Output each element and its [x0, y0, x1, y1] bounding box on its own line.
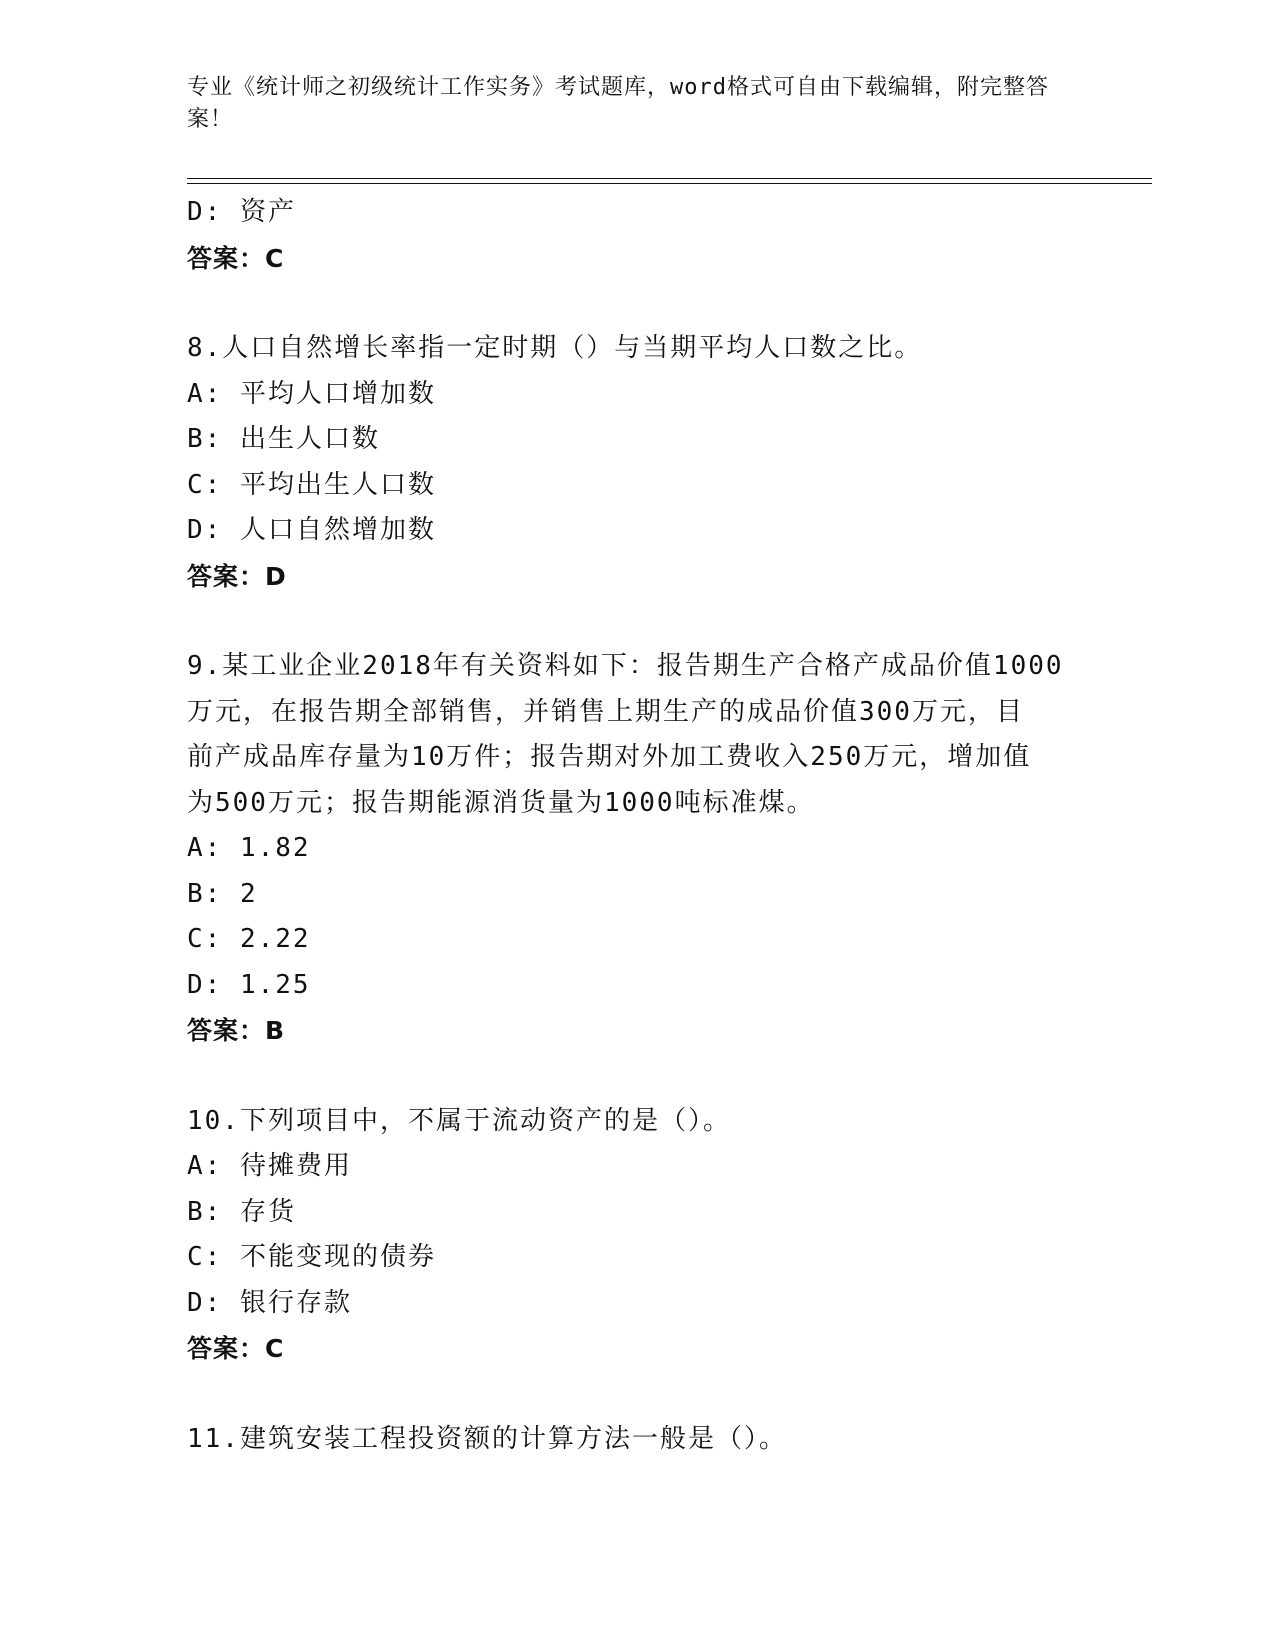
question-content — [187, 190, 1087, 1462]
option-b: B: 出生人口数 — [187, 424, 380, 454]
answer: 答案：D — [187, 561, 287, 591]
question-10 — [187, 1099, 1087, 1372]
option-d: D: 人口自然增加数 — [187, 515, 436, 545]
option-a: A: 平均人口增加数 — [187, 378, 436, 409]
question-stem-line-2: 万元，在报告期全部销售，并销售上期生产的成品价值300万元，目 — [187, 696, 1024, 727]
question-9 — [187, 644, 1087, 1054]
option-c: C: 不能变现的债券 — [187, 1242, 436, 1272]
option-b: B: 存货 — [187, 1196, 296, 1227]
answer: 答案：B — [187, 1016, 286, 1045]
question-8 — [187, 326, 1087, 599]
question-stem: 8.人口自然增长率指一定时期（）与当期平均人口数之比。 — [187, 333, 923, 363]
previous-option-d: D: 资产 — [187, 197, 296, 227]
question-stem-line-4: 为500万元；报告期能源消货量为1000吨标准煤。 — [187, 787, 815, 818]
question-stem: 11.建筑安装工程投资额的计算方法一般是（）。 — [187, 1423, 787, 1454]
document-header: 专业《统计师之初级统计工作实务》考试题库，word格式可自由下载编辑，附完整答案！ — [187, 75, 1049, 132]
option-a: A: 待摊费用 — [187, 1151, 352, 1181]
option-c: C: 2.22 — [187, 924, 311, 954]
option-c: C: 平均出生人口数 — [187, 469, 436, 500]
option-d: D: 银行存款 — [187, 1287, 352, 1318]
header-rule-top — [187, 178, 1152, 179]
header-rule-bottom — [187, 183, 1152, 184]
question-stem-line-1: 9.某工业企业2018年有关资料如下：报告期生产合格产成品价值1000 — [187, 651, 1064, 681]
option-a: A: 1.82 — [187, 833, 311, 863]
previous-answer: 答案：C — [187, 243, 285, 273]
question-stem: 10.下列项目中，不属于流动资产的是（）。 — [187, 1105, 731, 1136]
question-11 — [187, 1417, 1087, 1463]
option-d: D: 1.25 — [187, 969, 311, 1000]
option-b: B: 2 — [187, 878, 258, 909]
question-stem-line-3: 前产成品库存量为10万件；报告期对外加工费收入250万元，增加值 — [187, 742, 1032, 772]
answer: 答案：C — [187, 1334, 285, 1363]
